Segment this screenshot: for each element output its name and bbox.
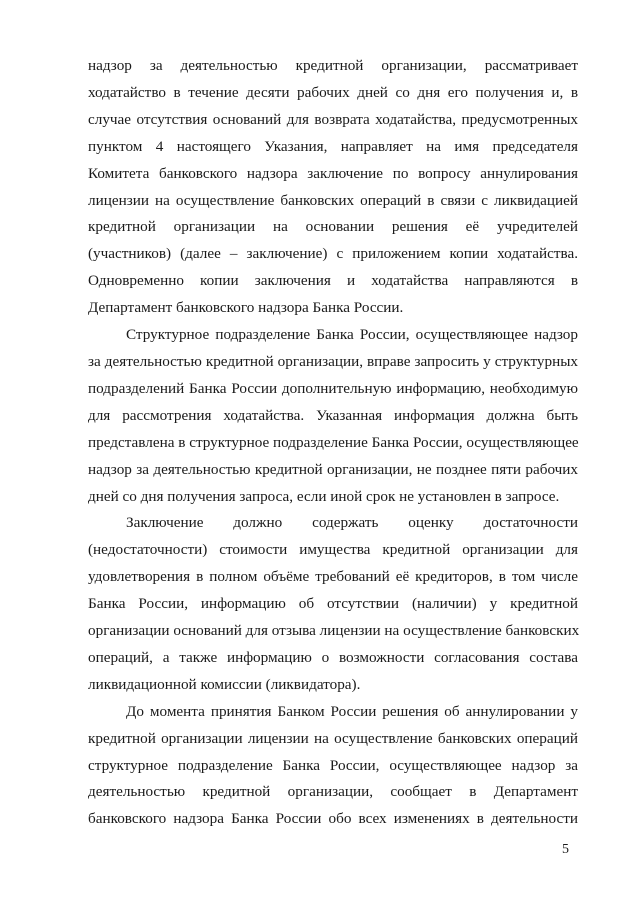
- text-line: для рассмотрения ходатайства. Указанная информация должна быть: [88, 406, 578, 424]
- text-line: ликвидационной комиссии (ликвидатора).: [88, 675, 361, 693]
- paragraph-1: [88, 53, 578, 322]
- text-line: кредитной организации на основании решения её учредителей: [88, 218, 578, 236]
- text-line: пунктом 4 настоящего Указания, направляет на имя председателя: [88, 137, 578, 155]
- text-line: ходатайство в течение десяти рабочих дней со дня его получения и, в: [88, 83, 578, 101]
- text-line: Заключение должно содержать оценку достаточности: [126, 514, 578, 532]
- document-body: [88, 53, 578, 833]
- text-line: кредитной организации лицензии на осуществление банковских операций: [88, 729, 578, 747]
- text-line: деятельностью кредитной организации, сообщает в Департамент: [88, 783, 578, 801]
- text-line: дней со дня получения запроса, если иной срок не установлен в запросе.: [88, 487, 560, 505]
- text-line: Комитета банковского надзора заключение по вопросу аннулирования: [88, 164, 578, 182]
- text-line: лицензии на осуществление банковских операций в связи с ликвидацией: [88, 191, 578, 209]
- text-line: банковского надзора Банка России обо всех изменениях в деятельности: [88, 810, 578, 828]
- text-line: (участников) (далее – заключение) с приложением копии ходатайства.: [88, 245, 578, 263]
- text-line: удовлетворения в полном объёме требований её кредиторов, в том числе: [88, 568, 578, 586]
- paragraph-2: [88, 322, 578, 510]
- paragraph-4: [88, 699, 578, 834]
- text-line: Структурное подразделение Банка России, осуществляющее надзор: [126, 326, 578, 344]
- text-line: за деятельностью кредитной организации, вправе запросить у структурных: [88, 352, 578, 370]
- text-line: операций, а также информацию о возможности согласования состава: [88, 648, 578, 666]
- text-line: случае отсутствия оснований для возврата ходатайства, предусмотренных: [88, 110, 578, 128]
- text-line: (недостаточности) стоимости имущества кредитной организации для: [88, 541, 578, 559]
- text-line: представлена в структурное подразделение Банка России, осуществляющее: [88, 433, 579, 451]
- text-line: организации оснований для отзыва лицензии на осуществление банковских: [88, 622, 580, 640]
- text-line: подразделений Банка России дополнительную информацию, необходимую: [88, 379, 578, 397]
- text-line: структурное подразделение Банка России, осуществляющее надзор за: [88, 756, 578, 774]
- text-line: Банка России, информацию об отсутствии (наличии) у кредитной: [88, 595, 578, 613]
- text-line: До момента принятия Банком России решения об аннулировании у: [126, 702, 578, 720]
- paragraph-3: [88, 510, 578, 698]
- text-line: Одновременно копии заключения и ходатайства направляются в: [88, 272, 578, 290]
- text-line: надзор за деятельностью кредитной организации, рассматривает: [88, 57, 578, 74]
- page-number: 5: [562, 842, 569, 857]
- text-line: Департамент банковского надзора Банка России.: [88, 299, 404, 317]
- text-line: надзор за деятельностью кредитной организации, не позднее пяти рабочих: [88, 460, 578, 478]
